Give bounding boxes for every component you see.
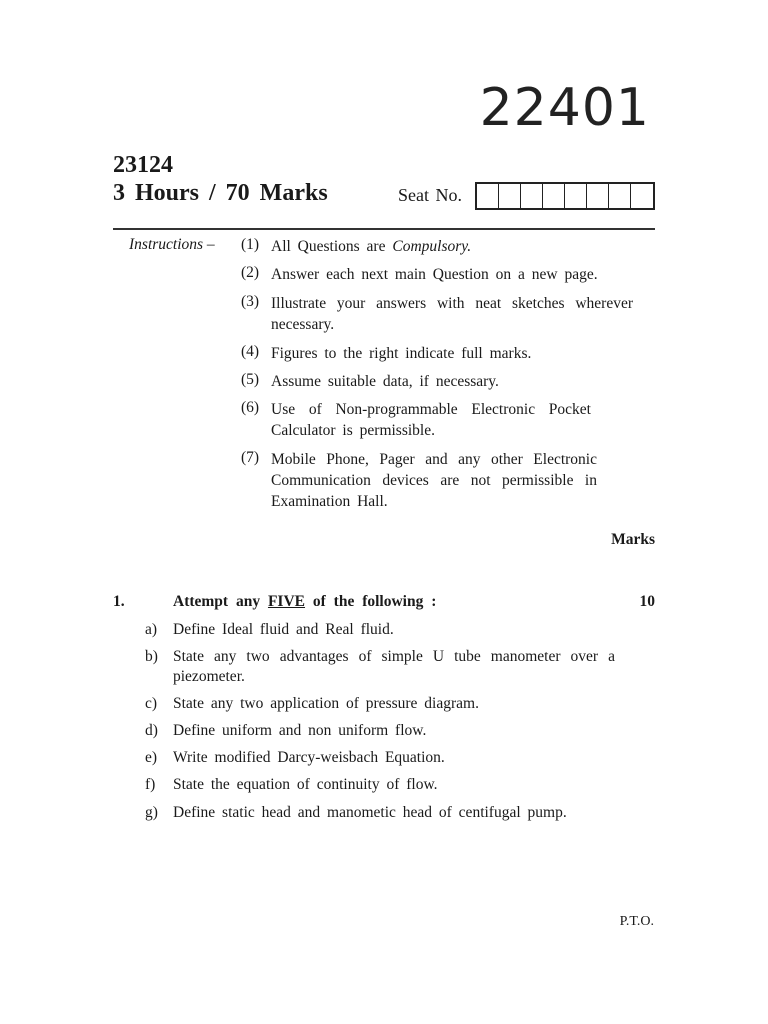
part-label: c): [145, 695, 158, 712]
instruction-number: (5): [241, 371, 260, 388]
part-label: a): [145, 621, 158, 638]
part-text: Define static head and manometic head of centifugal pump.: [173, 804, 567, 821]
seat-digit-box[interactable]: [609, 184, 631, 208]
instruction-number: (2): [241, 264, 260, 281]
instruction-number: (3): [241, 293, 260, 310]
instruction-number: (7): [241, 449, 260, 466]
subject-code: 23124: [113, 152, 173, 178]
part-label: f): [145, 776, 156, 793]
page-turn-note: P.T.O.: [619, 914, 654, 929]
instructions-label: Instructions –: [129, 236, 215, 253]
part-label: g): [145, 804, 158, 821]
seat-digit-box[interactable]: [565, 184, 587, 208]
part-text: Write modified Darcy-weisbach Equation.: [173, 749, 445, 766]
seat-digit-box[interactable]: [521, 184, 543, 208]
instruction-text: Assume suitable data, if necessary.: [271, 373, 499, 390]
header-divider: [113, 228, 655, 230]
seat-digit-box[interactable]: [631, 184, 653, 208]
instruction-text: All Questions are Compulsory.: [271, 238, 472, 255]
instruction-number: (4): [241, 343, 260, 360]
instruction-text: Answer each next main Question on a new page.: [271, 266, 598, 283]
paper-code: 22401: [479, 78, 650, 138]
duration-marks: 3 Hours / 70 Marks: [113, 180, 328, 206]
seat-digit-box[interactable]: [477, 184, 499, 208]
marks-column-heading: Marks: [611, 531, 655, 548]
instruction-number: (1): [241, 236, 260, 253]
instruction-text: Use of Non-programmable Electronic Pocket Calculator is permissible.: [271, 401, 591, 439]
part-text: State the equation of continuity of flow.: [173, 776, 438, 793]
seat-digit-box[interactable]: [499, 184, 521, 208]
question-marks: 10: [639, 593, 655, 610]
part-text: State any two application of pressure diagram.: [173, 695, 479, 712]
seat-digit-box[interactable]: [587, 184, 609, 208]
part-text: State any two advantages of simple U tube manometer over a piezometer.: [173, 648, 615, 685]
question-number: 1.: [113, 593, 125, 610]
seat-number-label: Seat No.: [398, 185, 462, 205]
part-text: Define Ideal fluid and Real fluid.: [173, 621, 394, 638]
part-label: e): [145, 749, 158, 766]
instruction-text: Mobile Phone, Pager and any other Electronic Communication devices are not permissible in Examination Hall.: [271, 451, 597, 510]
part-label: d): [145, 722, 158, 739]
seat-digit-box[interactable]: [543, 184, 565, 208]
instruction-text: Figures to the right indicate full marks.: [271, 345, 532, 362]
part-label: b): [145, 648, 158, 665]
instruction-number: (6): [241, 399, 260, 416]
seat-number-boxes[interactable]: [475, 182, 655, 210]
question-title: Attempt any FIVE of the following :: [173, 593, 437, 610]
instruction-text: Illustrate your answers with neat sketches wherever necessary.: [271, 295, 633, 333]
part-text: Define uniform and non uniform flow.: [173, 722, 427, 739]
